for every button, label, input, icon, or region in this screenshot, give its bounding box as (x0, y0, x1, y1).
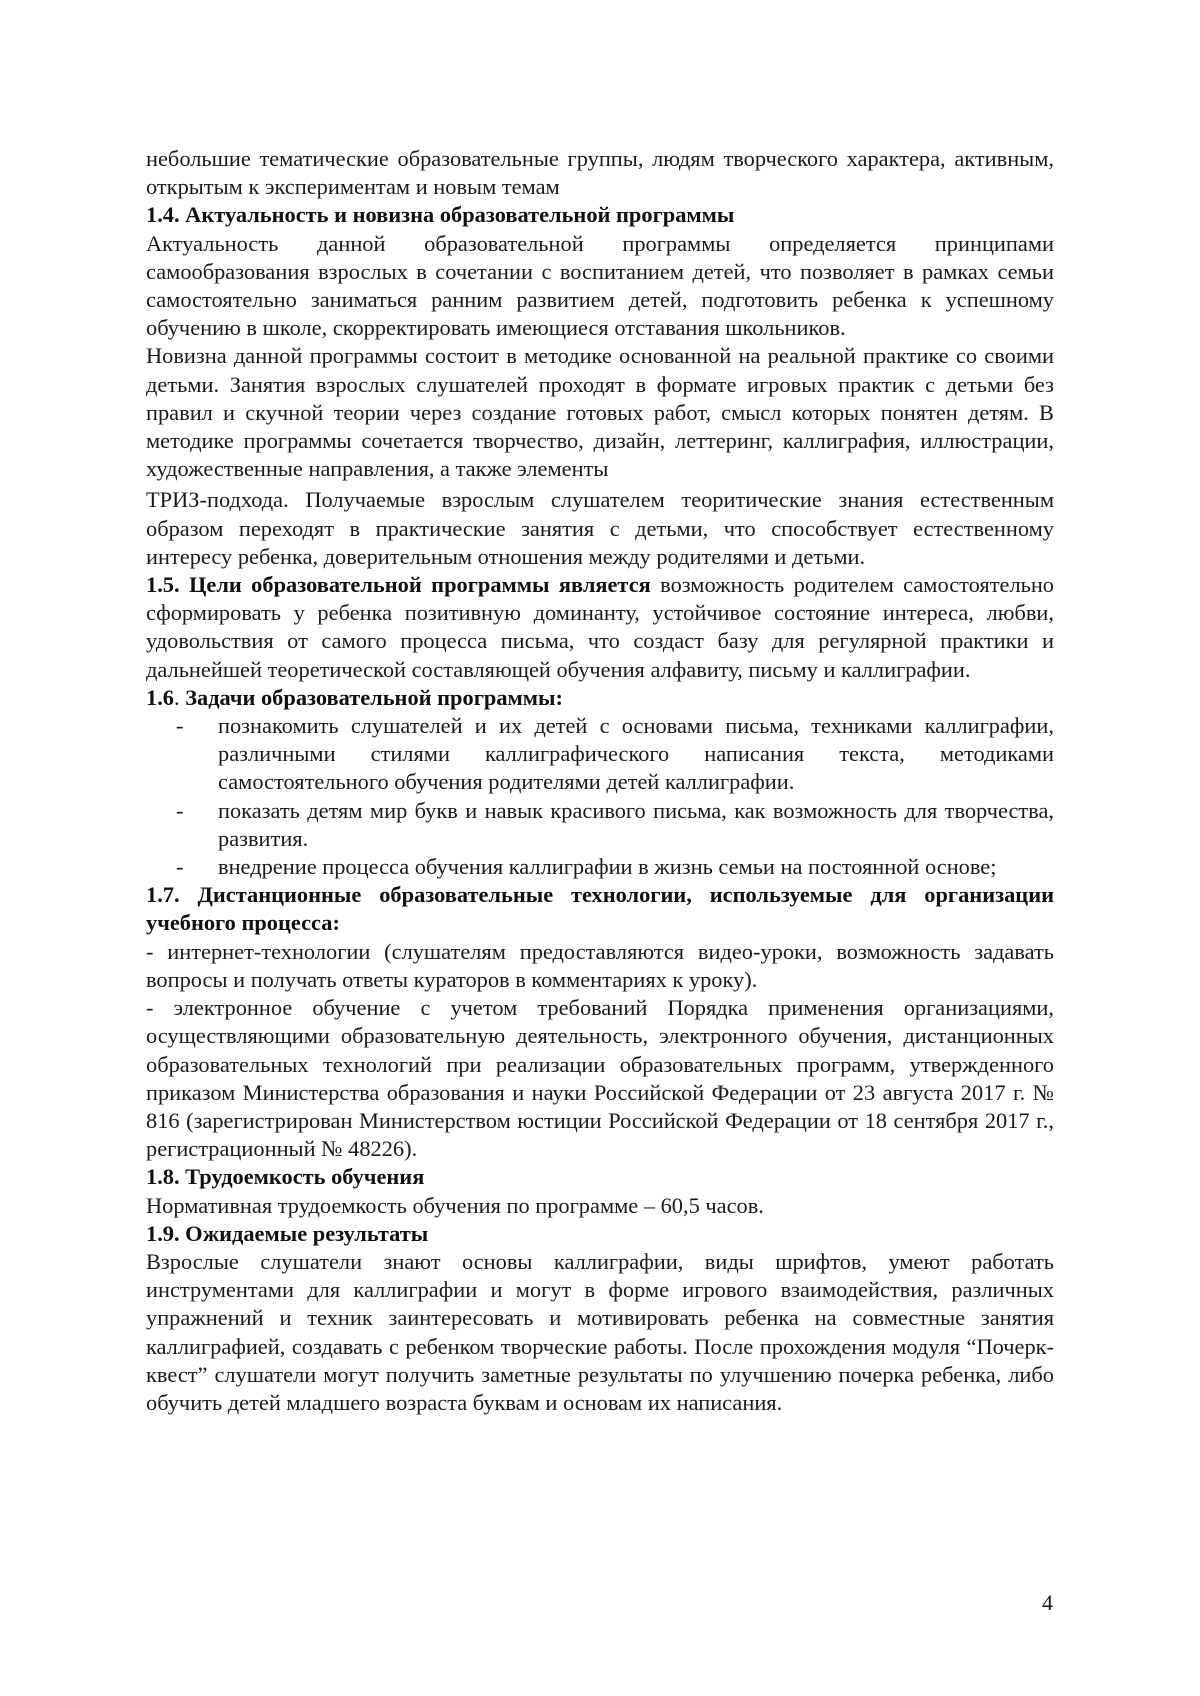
page-number: 4 (1042, 1590, 1053, 1615)
section-1-6-num: 1.6 (146, 684, 174, 710)
section-1-4-novelty-cont: ТРИЗ-подхода. Получаемые взрослым слушателем теоритические знания естественным образом переходят в практические занятия с детьми, что способствует естественному интересу ребенка, доверительным отношения между родителями и детьми. (146, 487, 1054, 569)
section-1-5-text: возможность родителем самостоятельно сформировать у ребенка позитивную доминанту, устойчивое состояние интереса, любви, удовольствия от самого процесса письма, что создаст базу для регулярной практики и дальнейшей теоретической составляющей обучения алфавиту, письму и каллиграфии. (146, 572, 1055, 682)
section-1-8-text: Нормативная трудоемкость обучения по программе – 60,5 часов. (146, 1192, 764, 1218)
section-1-7-internet: - интернет-технологии (слушателям предоставляются видео-уроки, возможность задавать вопросы и получать ответы кураторов в комментариях к уроку). (146, 938, 1054, 992)
section-1-6-heading (146, 684, 1054, 712)
section-1-9-text: Взрослые слушатели знают основы каллиграфии, виды шрифтов, умеют работать инструментами для каллиграфии и могут в форме игрового взаимодействия, различных упражнений и техник заинтересовать и мотивировать ребенка на совместные занятия каллиграфией, создавать с ребенком творческие работы. После прохождения модуля “Почерк-квест” слушатели могут получить заметные результаты по улучшению почерка ребенка, либо обучить детей младшего возраста буквам и основам их написания. (146, 1248, 1054, 1415)
section-1-9-heading: 1.9. Ожидаемые результаты (146, 1220, 429, 1246)
section-1-4-novelty: Новизна данной программы состоит в методике основанной на реальной практике со своими детьми. Занятия взрослых слушателей проходят в формате игровых практик с детьми без правил и скучной теории через создание готовых работ, смысл которых понятен детям. В методике программы сочетается творчество, дизайн, леттеринг, каллиграфия, иллюстрации, художественные направления, а также элементы (146, 343, 1054, 482)
dash-bullet-icon: - (176, 854, 184, 880)
list-item (176, 797, 1054, 853)
section-1-8-heading: 1.8. Трудоемкость обучения (146, 1164, 425, 1190)
task-text: внедрение процесса обучения каллиграфии в жизнь семьи на постоянной основе; (218, 854, 997, 880)
section-1-5-heading: 1.5. Цели образовательной программы является (146, 572, 651, 598)
intro-paragraph: небольшие тематические образовательные группы, людям творческого характера, активным, открытым к экспериментам и новым темам (146, 146, 1054, 200)
section-1-6-dot: . (174, 684, 180, 710)
section-1-5 (146, 571, 1054, 684)
section-1-6-title: Задачи образовательной программы: (179, 684, 563, 710)
dash-bullet-icon: - (176, 797, 184, 823)
task-text: показать детям мир букв и навык красивого письма, как возможность для творчества, развития. (218, 797, 1054, 851)
document-page (146, 145, 1054, 1417)
section-1-4-relevance: Актуальность данной образовательной программы определяется принципами самообразования взрослых в сочетании с воспитанием детей, что позволяет в рамках семьи самостоятельно заниматься ранним развитием детей, подготовить ребенка к успешному обучению в школе, скорректировать имеющиеся отставания школьников. (146, 230, 1054, 341)
section-1-7-elearning: - электронное обучение с учетом требований Порядка применения организациями, осуществляющими образовательную деятельность, электронного обучения, дистанционных образовательных технологий при реализации образовательных программ, утвержденного приказом Министерства образования и науки Российской Федерации от 23 августа 2017 г. № 816 (зарегистрирован Министерством юстиции Российской Федерации от 18 сентября 2017 г., регистрационный № 48226). (146, 995, 1054, 1162)
section-1-7-heading: 1.7. Дистанционные образовательные технологии, используемые для организации учебного процесса: (146, 882, 1054, 936)
tasks-list (146, 712, 1054, 881)
list-item (176, 853, 1054, 881)
list-item (176, 712, 1054, 797)
section-1-4-heading: 1.4. Актуальность и новизна образовательной программы (146, 202, 735, 228)
dash-bullet-icon: - (176, 713, 184, 739)
task-text: познакомить слушателей и их детей с основами письма, техниками каллиграфии, различными стилями каллиграфического написания текста, методиками самостоятельного обучения родителями детей каллиграфии. (218, 713, 1054, 795)
